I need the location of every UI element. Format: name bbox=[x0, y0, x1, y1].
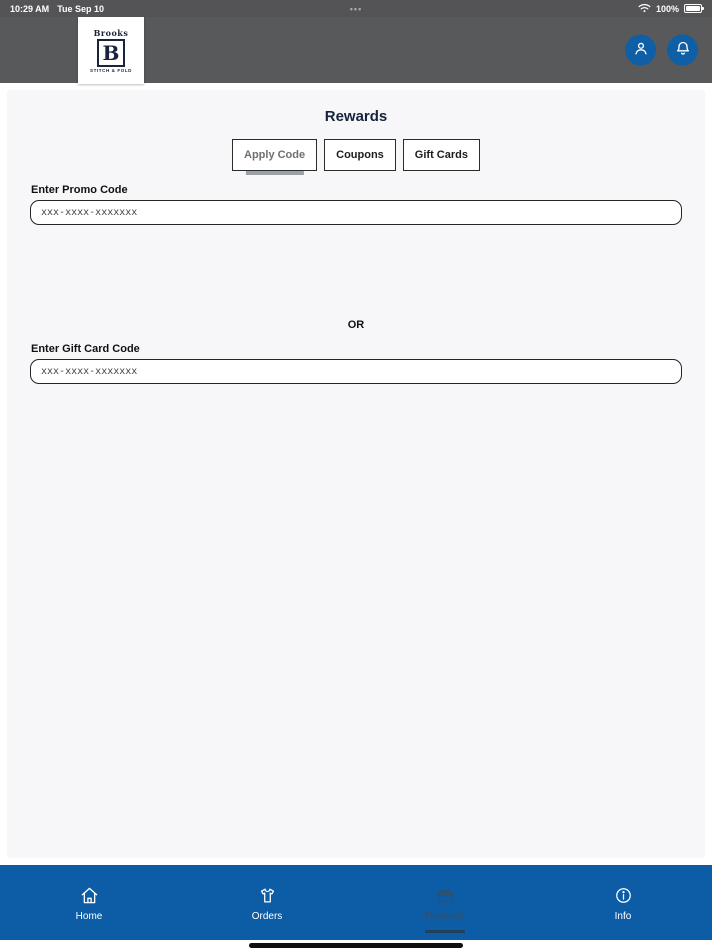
brand-logo bbox=[78, 17, 144, 84]
gift-icon bbox=[436, 886, 455, 908]
bell-icon bbox=[675, 41, 691, 60]
tab-apply-code[interactable]: Apply Code bbox=[232, 139, 317, 171]
info-icon bbox=[614, 886, 633, 908]
status-ellipsis: ••• bbox=[349, 3, 363, 14]
gift-card-label: Enter Gift Card Code bbox=[31, 343, 140, 355]
brand-tagline: STITCH & FOLD bbox=[89, 68, 133, 73]
nav-item-home[interactable] bbox=[0, 865, 178, 940]
nav-active-underline bbox=[425, 930, 465, 933]
or-divider: OR bbox=[347, 319, 365, 331]
nav-label-info: Info bbox=[614, 911, 632, 922]
status-time: 10:29 AM bbox=[10, 3, 50, 14]
nav-label-orders: Orders bbox=[251, 911, 283, 922]
status-date: Tue Sep 10 bbox=[57, 3, 105, 14]
nav-item-orders[interactable] bbox=[178, 865, 356, 940]
app-header bbox=[0, 17, 712, 83]
promo-code-input[interactable] bbox=[30, 200, 682, 225]
tab-gift-cards[interactable]: Gift Cards bbox=[403, 139, 480, 171]
notifications-button[interactable] bbox=[667, 35, 698, 66]
nav-label-home: Home bbox=[75, 911, 103, 922]
brand-monogram: B bbox=[102, 41, 120, 65]
rewards-panel bbox=[7, 90, 705, 858]
person-icon bbox=[633, 41, 649, 60]
tab-coupons[interactable]: Coupons bbox=[324, 139, 396, 171]
gift-card-input[interactable] bbox=[30, 359, 682, 384]
header-actions bbox=[625, 35, 698, 66]
wifi-icon bbox=[638, 3, 651, 15]
brand-monogram-box bbox=[97, 39, 125, 67]
status-left bbox=[10, 4, 104, 14]
bottom-nav bbox=[0, 865, 712, 940]
status-bar bbox=[0, 0, 712, 17]
page-title: Rewards bbox=[324, 108, 388, 125]
nav-label-rewards: Rewards bbox=[425, 911, 465, 922]
tshirt-icon bbox=[258, 886, 277, 908]
gift-card-field bbox=[7, 343, 705, 384]
home-indicator[interactable] bbox=[249, 943, 463, 948]
status-right bbox=[638, 3, 702, 15]
nav-item-info[interactable] bbox=[534, 865, 712, 940]
battery-percent: 100% bbox=[655, 3, 679, 14]
battery-icon bbox=[684, 4, 702, 13]
brand-name: Brooks bbox=[93, 28, 129, 38]
tab-bar bbox=[7, 139, 705, 171]
profile-button[interactable] bbox=[625, 35, 656, 66]
promo-code-field bbox=[7, 184, 705, 225]
nav-item-rewards[interactable] bbox=[356, 865, 534, 940]
promo-code-label: Enter Promo Code bbox=[31, 184, 128, 196]
home-icon bbox=[80, 886, 99, 908]
